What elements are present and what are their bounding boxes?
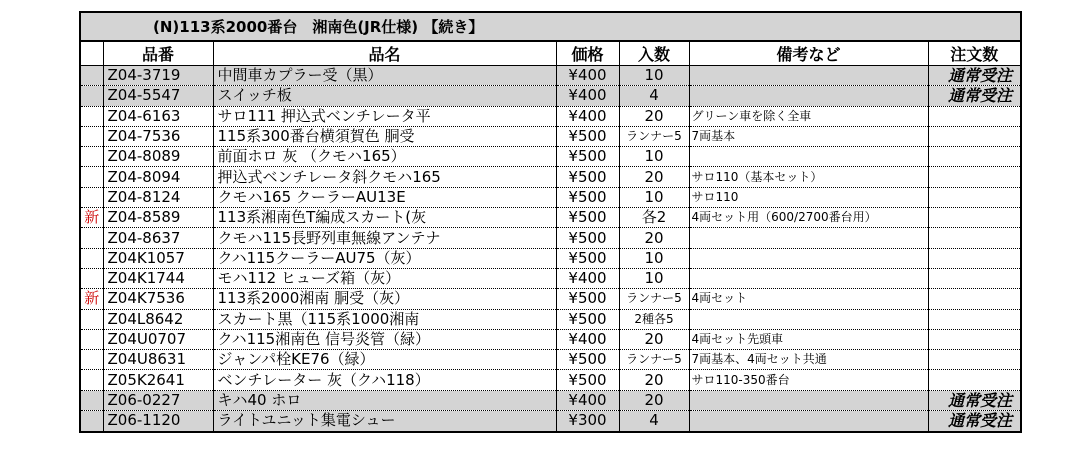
new-mark xyxy=(81,228,103,248)
table-row xyxy=(81,268,1020,288)
part-qty: ランナー5 xyxy=(619,126,689,146)
new-mark xyxy=(81,167,103,187)
part-code: Z04U0707 xyxy=(103,329,213,349)
part-qty: 20 xyxy=(619,390,689,410)
part-note: 7両基本、4両セット共通 xyxy=(689,350,928,370)
part-price: ¥400 xyxy=(556,329,619,349)
part-qty: 10 xyxy=(619,187,689,207)
part-qty: ランナー5 xyxy=(619,350,689,370)
part-qty: 10 xyxy=(619,268,689,288)
order-cell[interactable]: 通常受注 xyxy=(928,411,1020,431)
part-qty: 4 xyxy=(619,411,689,431)
part-code: Z04-8637 xyxy=(103,228,213,248)
order-cell[interactable] xyxy=(928,187,1020,207)
table-row xyxy=(81,126,1020,146)
part-price: ¥400 xyxy=(556,86,619,106)
part-price: ¥500 xyxy=(556,248,619,268)
order-cell[interactable] xyxy=(928,370,1020,390)
part-name: 前面ホロ 灰 （クモハ165） xyxy=(213,147,556,167)
new-mark xyxy=(81,350,103,370)
part-name: クモハ165 クーラーAU13E xyxy=(213,187,556,207)
part-name: ジャンパ栓KE76（緑） xyxy=(213,350,556,370)
part-price: ¥500 xyxy=(556,228,619,248)
table-row xyxy=(81,167,1020,187)
table-row xyxy=(81,228,1020,248)
part-qty: 各2 xyxy=(619,208,689,228)
part-name: クハ115クーラーAU75（灰） xyxy=(213,248,556,268)
new-mark xyxy=(81,106,103,126)
table-row xyxy=(81,187,1020,207)
table-row xyxy=(81,208,1020,228)
part-name: スカート黒（115系1000湘南 xyxy=(213,309,556,329)
part-qty: 20 xyxy=(619,106,689,126)
sheet-title: (N)113系2000番台 湘南色(JR仕様) 【続き】 xyxy=(81,13,1020,42)
part-note: サロ110-350番台 xyxy=(689,370,928,390)
part-note: 4両セット xyxy=(689,289,928,309)
part-code: Z04-8589 xyxy=(103,208,213,228)
order-cell[interactable] xyxy=(928,268,1020,288)
part-code: Z04-8094 xyxy=(103,167,213,187)
order-cell[interactable] xyxy=(928,167,1020,187)
part-code: Z04-8124 xyxy=(103,187,213,207)
parts-sheet xyxy=(79,11,1022,433)
table-row xyxy=(81,248,1020,268)
part-price: ¥500 xyxy=(556,167,619,187)
part-code: Z04K1057 xyxy=(103,248,213,268)
table-row xyxy=(81,309,1020,329)
part-note: サロ110 xyxy=(689,187,928,207)
part-code: Z04-6163 xyxy=(103,106,213,126)
part-qty: 2種各5 xyxy=(619,309,689,329)
part-code: Z04K1744 xyxy=(103,268,213,288)
part-price: ¥300 xyxy=(556,411,619,431)
part-qty: 10 xyxy=(619,66,689,86)
part-note xyxy=(689,66,928,86)
table-row xyxy=(81,350,1020,370)
header-name: 品名 xyxy=(213,42,556,66)
header-qty: 入数 xyxy=(619,42,689,66)
part-qty: 10 xyxy=(619,147,689,167)
header-order: 注文数 xyxy=(928,42,1020,66)
order-cell[interactable] xyxy=(928,126,1020,146)
part-price: ¥500 xyxy=(556,147,619,167)
part-name: キハ40 ホロ xyxy=(213,390,556,410)
part-name: サロ111 押込式ベンチレータ平 xyxy=(213,106,556,126)
part-price: ¥500 xyxy=(556,187,619,207)
part-name: クハ115湘南色 信号炎管（緑） xyxy=(213,329,556,349)
part-price: ¥500 xyxy=(556,370,619,390)
part-code: Z04K7536 xyxy=(103,289,213,309)
table-row xyxy=(81,411,1020,431)
part-qty: 20 xyxy=(619,370,689,390)
order-cell[interactable] xyxy=(928,289,1020,309)
part-price: ¥500 xyxy=(556,126,619,146)
part-note: 4両セット先頭車 xyxy=(689,329,928,349)
part-price: ¥500 xyxy=(556,208,619,228)
table-row xyxy=(81,147,1020,167)
table-row xyxy=(81,370,1020,390)
part-name: 113系2000湘南 胴受（灰） xyxy=(213,289,556,309)
part-note: グリーン車を除く全車 xyxy=(689,106,928,126)
part-qty: 10 xyxy=(619,248,689,268)
new-mark xyxy=(81,187,103,207)
order-cell[interactable] xyxy=(928,208,1020,228)
order-cell[interactable]: 通常受注 xyxy=(928,66,1020,86)
part-name: 押込式ベンチレータ斜クモハ165 xyxy=(213,167,556,187)
part-name: クモハ115長野列車無線アンテナ xyxy=(213,228,556,248)
part-name: スイッチ板 xyxy=(213,86,556,106)
part-code: Z04-7536 xyxy=(103,126,213,146)
new-mark xyxy=(81,86,103,106)
parts-table xyxy=(81,42,1020,431)
part-name: モハ112 ヒューズ箱（灰） xyxy=(213,268,556,288)
part-note xyxy=(689,86,928,106)
part-note xyxy=(689,147,928,167)
part-price: ¥400 xyxy=(556,66,619,86)
part-code: Z06-0227 xyxy=(103,390,213,410)
order-cell[interactable]: 通常受注 xyxy=(928,86,1020,106)
new-mark xyxy=(81,370,103,390)
part-code: Z04U8631 xyxy=(103,350,213,370)
header-code: 品番 xyxy=(103,42,213,66)
part-name: 115系300番台横須賀色 胴受 xyxy=(213,126,556,146)
new-mark: 新 xyxy=(81,208,103,228)
table-row xyxy=(81,390,1020,410)
order-cell[interactable] xyxy=(928,228,1020,248)
table-row xyxy=(81,289,1020,309)
part-qty: 20 xyxy=(619,228,689,248)
part-qty: ランナー5 xyxy=(619,289,689,309)
part-price: ¥500 xyxy=(556,350,619,370)
part-price: ¥400 xyxy=(556,268,619,288)
order-cell[interactable]: 通常受注 xyxy=(928,390,1020,410)
part-code: Z05K2641 xyxy=(103,370,213,390)
part-code: Z04-5547 xyxy=(103,86,213,106)
new-mark: 新 xyxy=(81,289,103,309)
part-code: Z06-1120 xyxy=(103,411,213,431)
part-note xyxy=(689,309,928,329)
table-row xyxy=(81,66,1020,86)
order-cell[interactable] xyxy=(928,106,1020,126)
new-mark xyxy=(81,248,103,268)
part-note xyxy=(689,248,928,268)
header-mark xyxy=(81,42,103,66)
new-mark xyxy=(81,126,103,146)
new-mark xyxy=(81,147,103,167)
part-name: 113系湘南色T編成スカート(灰 xyxy=(213,208,556,228)
part-name: ライトユニット集電シュー xyxy=(213,411,556,431)
part-qty: 4 xyxy=(619,86,689,106)
table-row xyxy=(81,86,1020,106)
part-note: サロ110（基本セット） xyxy=(689,167,928,187)
part-note xyxy=(689,228,928,248)
order-cell[interactable] xyxy=(928,248,1020,268)
part-note xyxy=(689,390,928,410)
part-code: Z04-8089 xyxy=(103,147,213,167)
header-row xyxy=(81,42,1020,66)
table-row xyxy=(81,329,1020,349)
new-mark xyxy=(81,309,103,329)
new-mark xyxy=(81,411,103,431)
part-note xyxy=(689,411,928,431)
part-note xyxy=(689,268,928,288)
order-cell[interactable] xyxy=(928,309,1020,329)
part-qty: 20 xyxy=(619,329,689,349)
part-price: ¥500 xyxy=(556,309,619,329)
order-cell[interactable] xyxy=(928,350,1020,370)
part-note: 7両基本 xyxy=(689,126,928,146)
order-cell[interactable] xyxy=(928,329,1020,349)
new-mark xyxy=(81,390,103,410)
part-name: 中間車カプラー受（黒） xyxy=(213,66,556,86)
new-mark xyxy=(81,268,103,288)
header-note: 備考など xyxy=(689,42,928,66)
new-mark xyxy=(81,66,103,86)
table-row xyxy=(81,106,1020,126)
order-cell[interactable] xyxy=(928,147,1020,167)
part-note: 4両セット用（600/2700番台用） xyxy=(689,208,928,228)
part-code: Z04L8642 xyxy=(103,309,213,329)
new-mark xyxy=(81,329,103,349)
part-price: ¥400 xyxy=(556,106,619,126)
part-code: Z04-3719 xyxy=(103,66,213,86)
header-price: 価格 xyxy=(556,42,619,66)
part-qty: 20 xyxy=(619,167,689,187)
part-name: ベンチレーター 灰（クハ118） xyxy=(213,370,556,390)
part-price: ¥400 xyxy=(556,390,619,410)
part-price: ¥500 xyxy=(556,289,619,309)
